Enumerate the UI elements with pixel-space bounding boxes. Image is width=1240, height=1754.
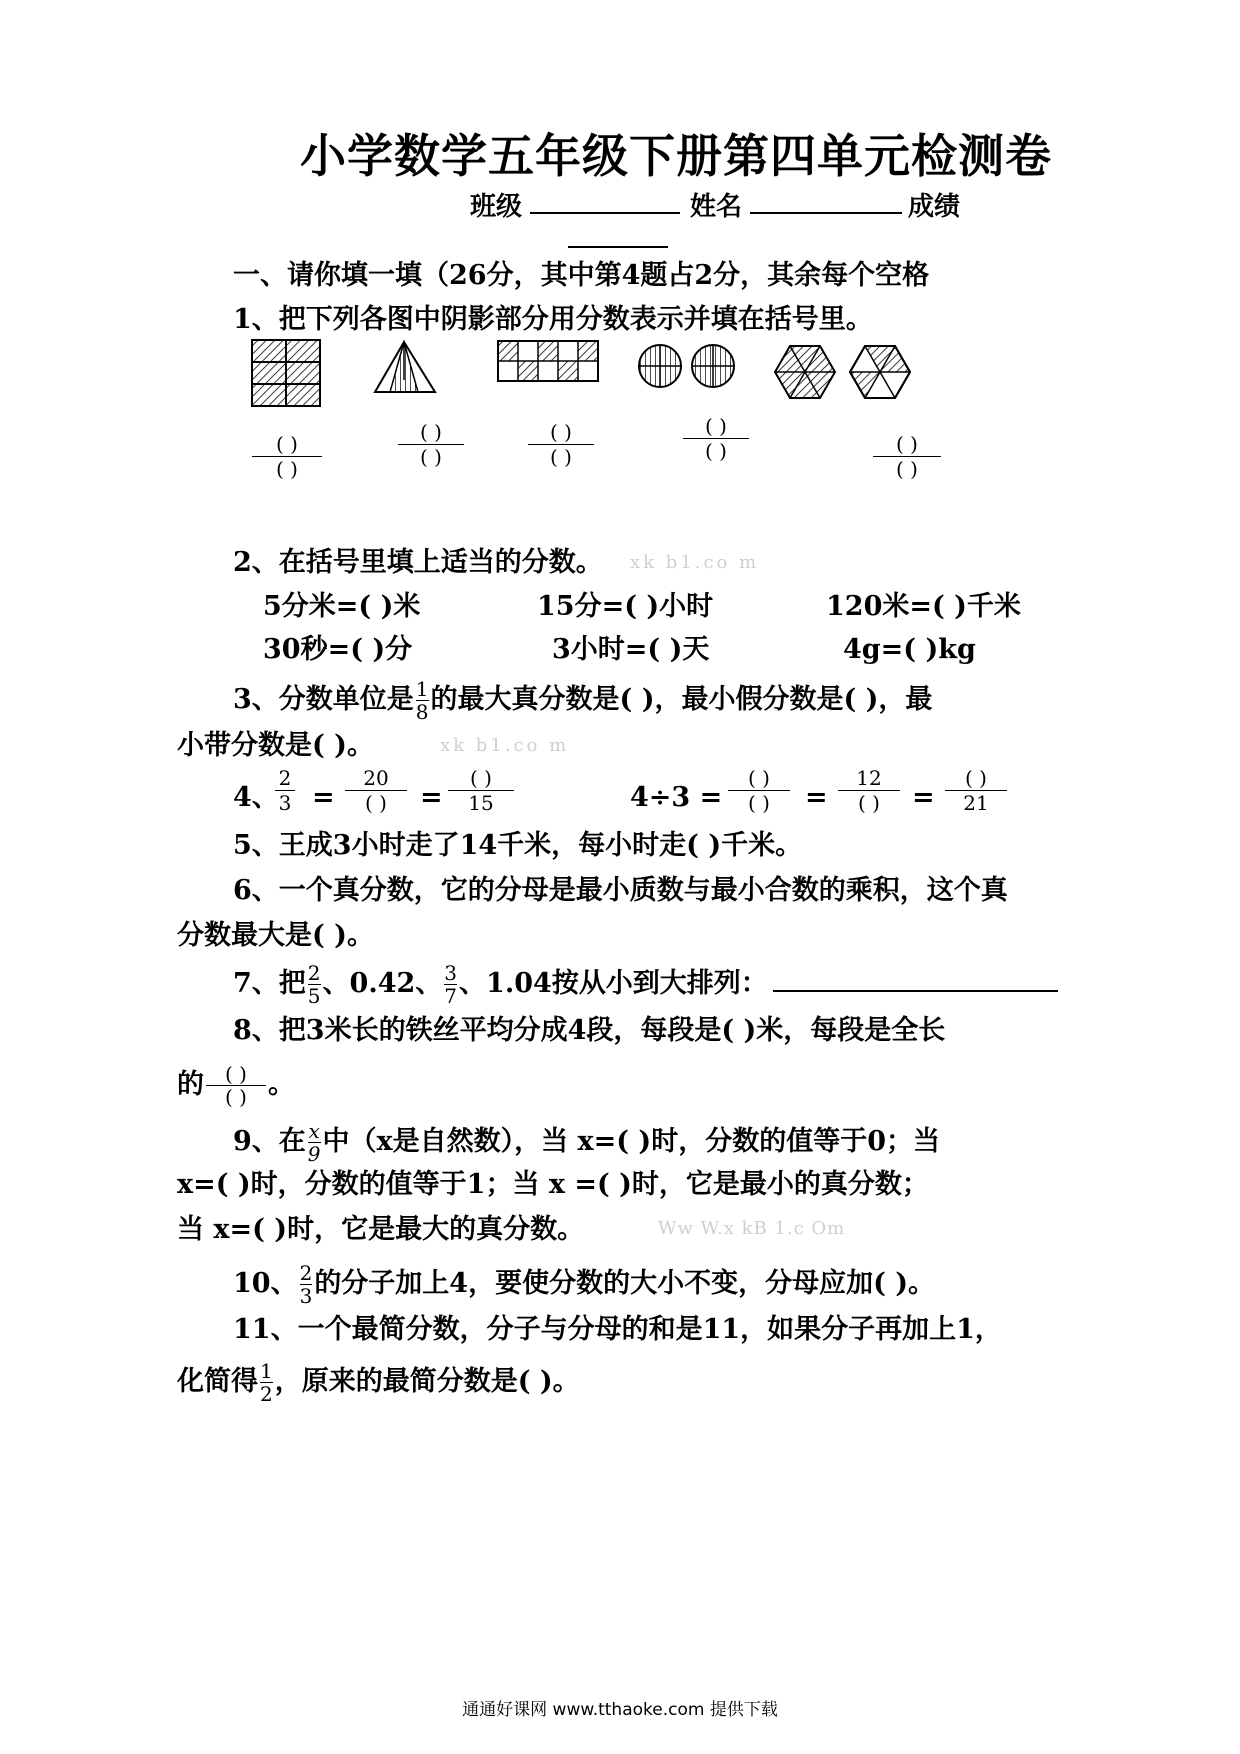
class-blank[interactable] — [530, 212, 680, 214]
equals-sign: = — [805, 782, 828, 813]
score-label: 成绩 — [908, 192, 961, 222]
question-6-line-2: 分数最大是( )。 — [177, 920, 374, 951]
answer-fraction-5[interactable]: ( ) ( ) — [873, 432, 941, 481]
question-9-line-1: 9、在 $\frac{x}{9}$ 中（x是自然数），当 x=( )时，分数的值等于0；当 — [233, 1119, 940, 1166]
question-8-line-1: 8、把3米长的铁丝平均分成4段，每段是( )米，每段是全长 — [233, 1015, 946, 1046]
q4-fraction-blank-15[interactable]: ( ) 15 — [448, 766, 514, 815]
q4-fraction-12-blank[interactable]: 12 ( ) — [838, 766, 900, 815]
q4-fraction-blank-blank[interactable]: ( ) ( ) — [728, 766, 790, 815]
class-label: 班级 — [470, 192, 523, 222]
name-blank[interactable] — [750, 212, 902, 214]
q2-item-6: 4g=( )kg — [843, 634, 976, 665]
question-2: 2、在括号里填上适当的分数。 — [233, 547, 603, 578]
score-blank[interactable] — [568, 246, 668, 248]
question-1: 1、把下列各图中阴影部分用分数表示并填在括号里。 — [233, 304, 873, 335]
q4-fraction-2-3: 2 3 — [275, 766, 295, 815]
fraction-two-fifths: $\frac{2}{5}$ — [307, 961, 321, 1008]
q2-item-2: 15分=( )小时 — [537, 591, 714, 622]
fraction-one-eighth: $\frac{1}{8}$ — [415, 677, 429, 724]
hexagon-figures — [775, 346, 910, 398]
triangle-figure — [375, 342, 435, 392]
question-10: 10、 $\frac{2}{3}$ 的分子加上4，要使分数的大小不变，分母应加( )。 — [233, 1261, 936, 1308]
question-8-line-2: 的 ( ) ( ) 。 — [177, 1062, 295, 1109]
q7-answer-line[interactable] — [773, 990, 1058, 992]
fraction-one-half: $\frac{1}{2}$ — [260, 1359, 273, 1406]
answer-fraction-4[interactable]: ( ) ( ) — [683, 414, 749, 463]
watermark: xk b1.co m — [440, 735, 570, 756]
answer-fraction-1[interactable]: ( ) ( ) — [252, 432, 322, 481]
q2-item-3: 120米=( )千米 — [826, 591, 1021, 622]
q4-fraction-blank-21[interactable]: ( ) 21 — [945, 766, 1007, 815]
question-3-line-1: 3、分数单位是 $\frac{1}{8}$ 的最大真分数是( )，最小假分数是( )，最 — [233, 677, 933, 724]
page-footer: 通通好课网 www.tthaoke.com 提供下载 — [462, 1700, 778, 1720]
q2-item-4: 30秒=( )分 — [263, 634, 413, 665]
fraction-two-thirds: $\frac{2}{3}$ — [299, 1261, 313, 1308]
shaded-figures — [240, 332, 980, 412]
question-9-line-3: 当 x=( )时，它是最大的真分数。 — [177, 1214, 585, 1245]
equals-sign: = — [912, 782, 935, 813]
question-7: 7、把 $\frac{2}{5}$ 、0.42、 $\frac{3}{7}$ 、1.04按从小到大排列： — [233, 961, 768, 1008]
fraction-x-over-9: $\frac{x}{9}$ — [307, 1119, 321, 1166]
question-5: 5、王成3小时走了14千米，每小时走( )千米。 — [233, 830, 803, 861]
page-title: 小学数学五年级下册第四单元检测卷 — [300, 129, 1052, 183]
section-1-heading: 一、请你填一填（26分，其中第4题占2分，其余每个空格 — [233, 260, 930, 291]
question-9-line-2: x=( )时，分数的值等于1；当 x =( )时，它是最小的真分数； — [177, 1169, 929, 1200]
name-label: 姓名 — [690, 192, 743, 222]
q8-answer-fraction[interactable]: ( ) ( ) — [206, 1063, 266, 1108]
equals-sign: = — [312, 782, 335, 813]
answer-fraction-3[interactable]: ( ) ( ) — [528, 420, 594, 469]
grid-figure — [498, 341, 598, 381]
q4-division: 4÷3 = — [630, 782, 723, 813]
answer-fraction-2[interactable]: ( ) ( ) — [398, 420, 464, 469]
circle-figures — [639, 345, 734, 387]
watermark: xk b1.co m — [630, 552, 760, 573]
equals-sign: = — [420, 782, 443, 813]
q2-item-5: 3小时=( )天 — [552, 634, 710, 665]
q4-fraction-20-blank[interactable]: 20 ( ) — [345, 766, 407, 815]
watermark: Ww W.x kB 1.c Om — [658, 1218, 846, 1239]
fraction-three-sevenths: $\frac{3}{7}$ — [444, 961, 458, 1008]
question-11-line-1: 11、一个最简分数，分子与分母的和是11，如果分子再加上1， — [233, 1314, 1002, 1345]
question-11-line-2: 化简得 $\frac{1}{2}$ ，原来的最简分数是( )。 — [177, 1359, 580, 1406]
q2-item-1: 5分米=( )米 — [263, 591, 421, 622]
question-4-label: 4、 — [233, 782, 279, 813]
square-figure — [252, 340, 320, 406]
question-3-line-2: 小带分数是( )。 — [177, 730, 374, 761]
question-6-line-1: 6、一个真分数，它的分母是最小质数与最小合数的乘积，这个真 — [233, 875, 1008, 906]
